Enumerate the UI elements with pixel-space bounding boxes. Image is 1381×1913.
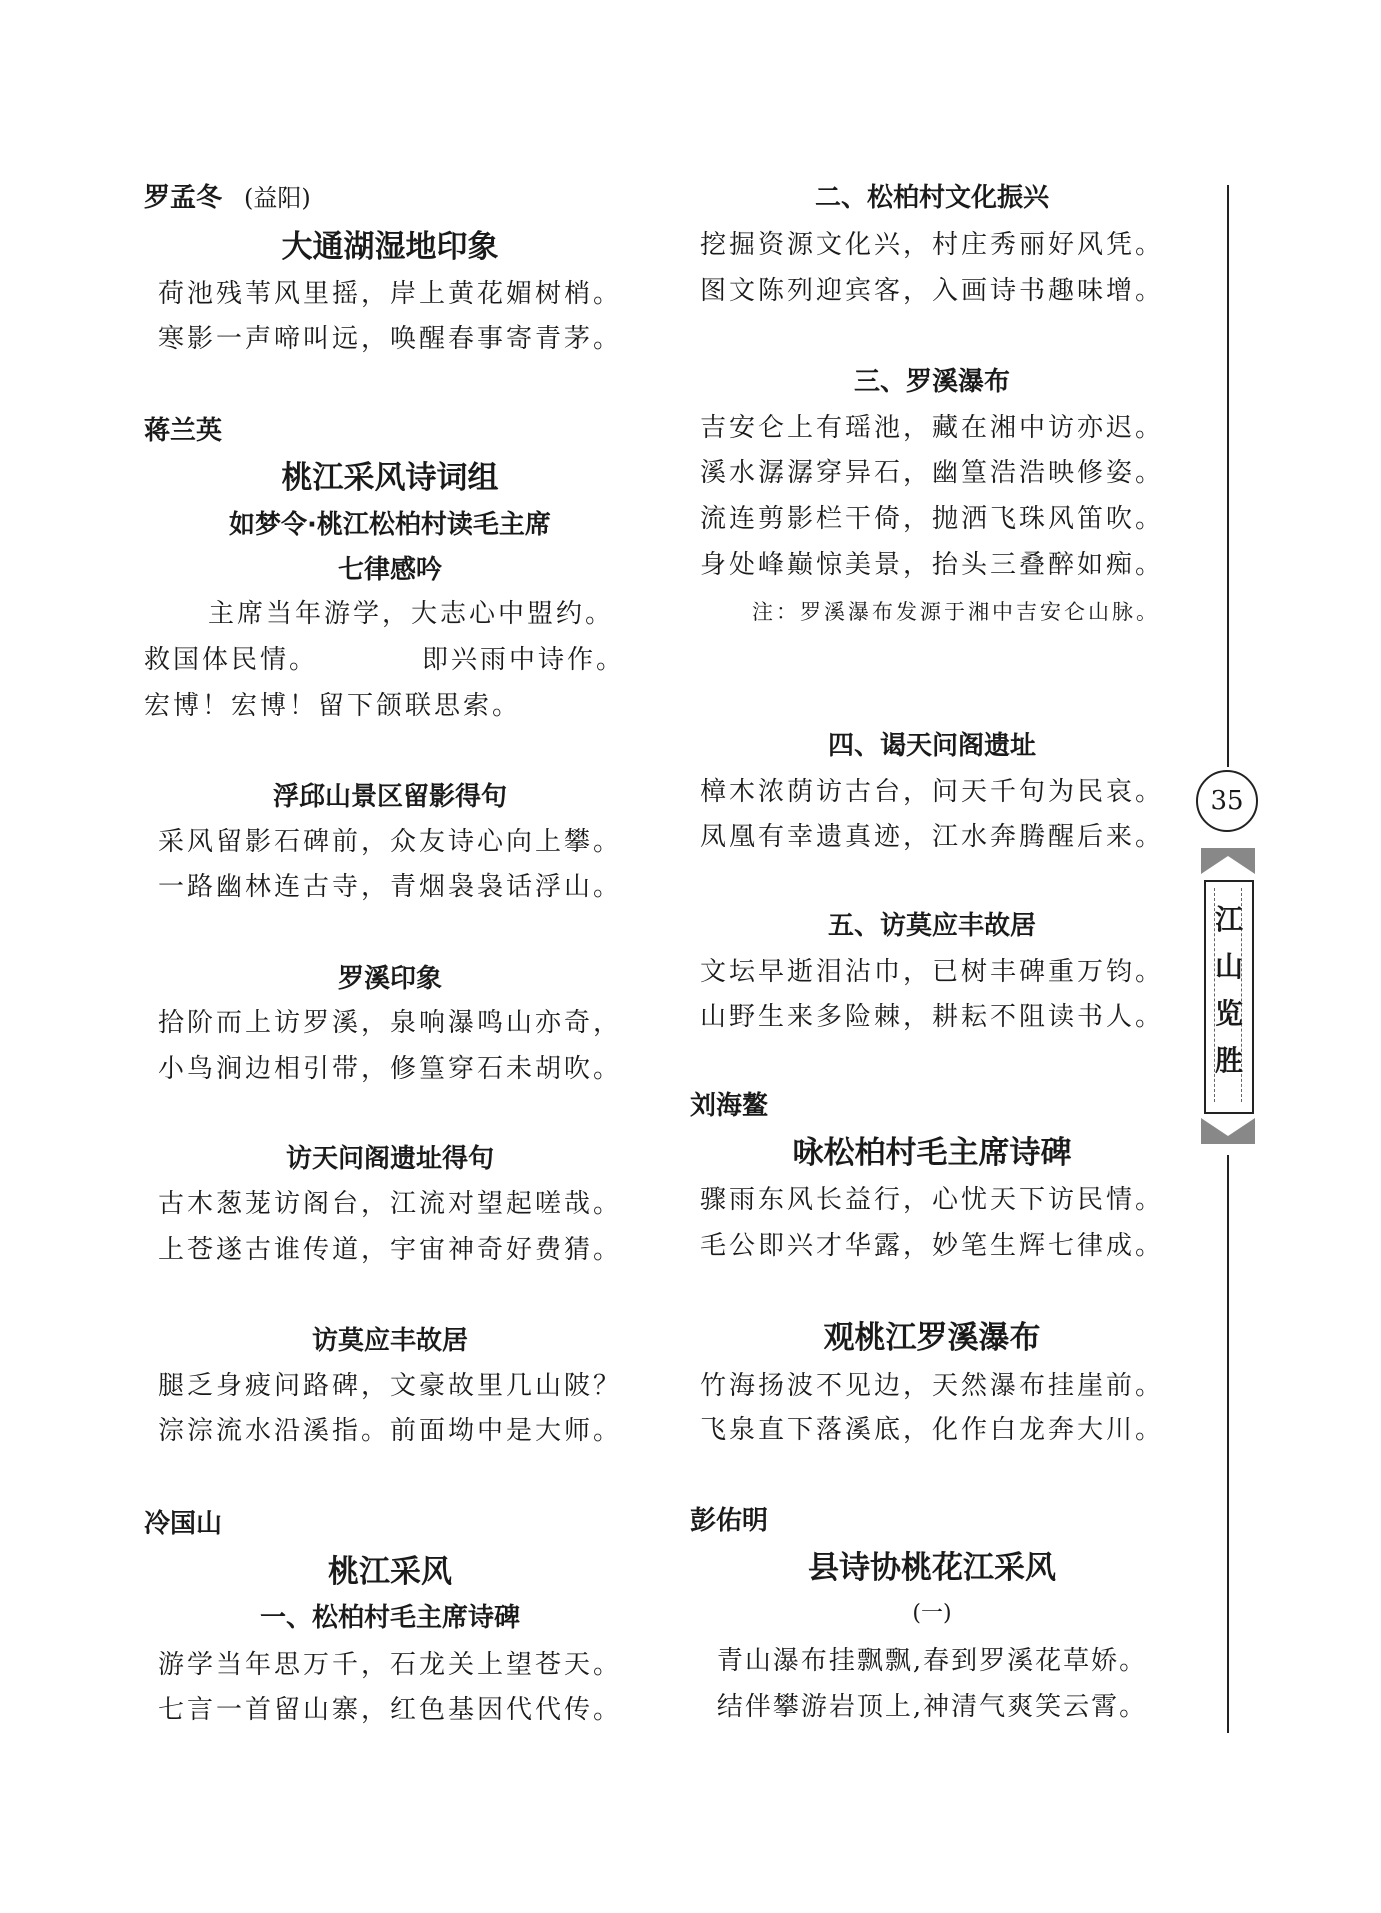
section-label-char: 览	[1214, 997, 1243, 1030]
poem-line: 寒影一声啼叫远，唤醒春事寄青茅。	[157, 324, 622, 354]
author-name: 罗孟冬 (益阳)	[144, 183, 311, 213]
section-label	[1206, 896, 1252, 1084]
poem-line: 淙淙流水沿溪指。前面坳中是大师。	[157, 1416, 622, 1446]
poem-subtitle: 七律感吟	[337, 555, 442, 585]
footnote: 注：罗溪瀑布发源于湘中吉安仑山脉。	[752, 600, 1160, 624]
poem-line: 主席当年游学，大志心中盟约。	[208, 599, 615, 629]
poem-line: 图文陈列迎宾客，入画诗书趣味增。	[699, 276, 1164, 306]
poem-title: 大通湖湿地印象	[281, 229, 499, 265]
poem-line: 飞泉直下落溪底，化作白龙奔大川。	[699, 1415, 1164, 1445]
poem-line: 流连剪影栏干倚，抛洒飞珠风笛吹。	[699, 504, 1164, 534]
poem-subtitle: 五、访莫应丰故居	[827, 911, 1036, 941]
poem-title: 桃江采风诗词组	[281, 460, 499, 496]
poem-line: 七言一首留山寨，红色基因代代传。	[157, 1695, 622, 1725]
author-name: 蒋兰英	[144, 416, 223, 446]
chevron-ornament-icon	[1201, 1118, 1255, 1144]
poem-title: 浮邱山景区留影得句	[272, 782, 507, 812]
poem-line: 吉安仑上有瑶池，藏在湘中访亦迟。	[699, 413, 1164, 443]
poem-line: 古木葱茏访阁台，江流对望起嗟哉。	[157, 1189, 622, 1219]
poem-line: 一路幽林连古寺，青烟袅袅话浮山。	[157, 872, 622, 902]
poem-line: 拾阶而上访罗溪，泉响瀑鸣山亦奇，	[157, 1008, 622, 1038]
section-label-char: 胜	[1214, 1044, 1243, 1077]
poem-line: 竹海扬波不见边，天然瀑布挂崖前。	[699, 1371, 1164, 1401]
poem-line: 毛公即兴才华露，妙笔生辉七律成。	[699, 1231, 1164, 1261]
author-name: 刘海鳌	[690, 1091, 769, 1121]
chevron-ornament-icon	[1201, 848, 1255, 874]
poem-number: (一)	[912, 1601, 952, 1626]
poem-line: 挖掘资源文化兴，村庄秀丽好风凭。	[699, 230, 1164, 260]
section-label-char: 山	[1214, 950, 1243, 983]
poem-subtitle: 二、松柏村文化振兴	[814, 183, 1049, 213]
poem-title: 桃江采风	[328, 1554, 452, 1590]
poem-line: 溪水潺潺穿异石，幽篁浩浩映修姿。	[699, 458, 1164, 488]
poem-title: 咏松柏村毛主席诗碑	[792, 1135, 1072, 1171]
poem-line: 身处峰巅惊美景，抬头三叠醉如痴。	[699, 550, 1164, 580]
page-number: 35	[1196, 770, 1258, 832]
poem-line: 采风留影石碑前，众友诗心向上攀。	[157, 827, 622, 857]
poem-title: 访莫应丰故居	[311, 1326, 468, 1356]
poem-line: 游学当年思万千，石龙关上望苍天。	[157, 1650, 622, 1680]
author-place: (益阳)	[244, 184, 311, 212]
poem-line: 凤凰有幸遗真迹，江水奔腾醒后来。	[699, 822, 1164, 852]
margin-rule	[1227, 185, 1229, 767]
poem-subtitle: 如梦令·桃江松柏村读毛主席	[229, 510, 551, 540]
poem-title: 县诗协桃花江采风	[808, 1550, 1056, 1586]
poem-line: 即兴雨中诗作。	[422, 645, 626, 675]
poem-line: 骤雨东风长益行，心忧天下访民情。	[699, 1185, 1164, 1215]
margin-rule	[1227, 1155, 1229, 1733]
poem-line: 救国体民情。	[144, 645, 319, 675]
author-name: 彭佑明	[690, 1506, 769, 1536]
poem-line: 荷池残苇风里摇，岸上黄花媚树梢。	[157, 279, 622, 309]
poem-line: 上苍遂古谁传道，宇宙神奇好费猜。	[157, 1235, 622, 1265]
section-label-box	[1204, 880, 1254, 1114]
poem-line: 樟木浓荫访古台，问天千句为民哀。	[699, 777, 1164, 807]
poem-line: 结伴攀游岩顶上,神清气爽笑云霄。	[716, 1692, 1148, 1722]
poem-title: 罗溪印象	[337, 964, 442, 994]
poem-line: 文坛早逝泪沾巾，已树丰碑重万钧。	[699, 957, 1164, 987]
author-name: 冷国山	[144, 1509, 223, 1539]
poem-line: 小鸟涧边相引带，修篁穿石未胡吹。	[157, 1054, 622, 1084]
section-label-char: 江	[1214, 903, 1243, 936]
poem-line: 腿乏身疲问路碑，文豪故里几山陂？	[157, 1371, 622, 1401]
poem-line: 青山瀑布挂飘飘,春到罗溪花草娇。	[716, 1646, 1148, 1676]
poem-line: 宏博！宏博！留下颌联思索。	[144, 691, 522, 721]
poem-subtitle: 三、罗溪瀑布	[853, 367, 1010, 397]
poem-line: 山野生来多险棘，耕耘不阻读书人。	[699, 1002, 1164, 1032]
poem-title: 观桃江罗溪瀑布	[823, 1320, 1041, 1356]
poem-title: 访天问阁遗址得句	[285, 1144, 494, 1174]
poem-subtitle: 一、松柏村毛主席诗碑	[259, 1603, 520, 1633]
poem-subtitle: 四、谒天问阁遗址	[827, 731, 1036, 761]
